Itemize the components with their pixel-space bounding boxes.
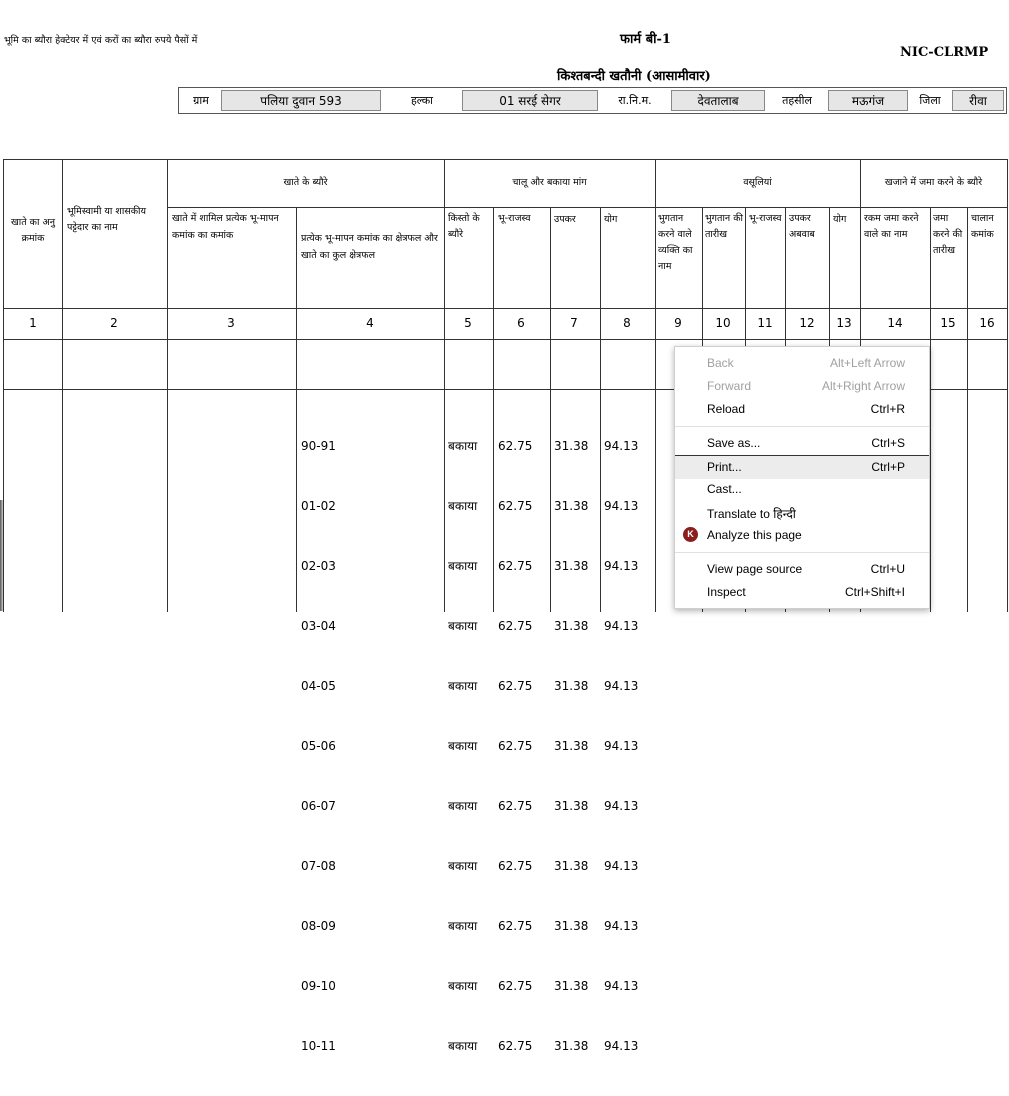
yog-cell: 94.13	[604, 439, 639, 453]
upkar-cell: 31.38	[554, 499, 589, 513]
yog-cell: 94.13	[604, 859, 639, 873]
location-bar	[178, 87, 1007, 114]
menu-item-label: Back	[707, 356, 734, 370]
tehsil-value: मऊगंज	[828, 90, 908, 111]
year-cell: 09-10	[301, 979, 336, 993]
menu-item-shortcut: Ctrl+R	[870, 402, 905, 416]
year-cell: 90-91	[301, 439, 336, 453]
year-cell: 03-04	[301, 619, 336, 633]
status-cell: बकाया	[448, 499, 478, 513]
context-menu	[674, 346, 930, 609]
header-col-16: चालान कमांक	[971, 213, 994, 240]
col-number: 12	[799, 316, 815, 330]
col-number: 15	[940, 316, 956, 330]
col-number: 13	[836, 316, 852, 330]
upkar-cell: 31.38	[554, 619, 589, 633]
year-cell: 06-07	[301, 799, 336, 813]
col-number: 1	[29, 316, 37, 330]
upkar-cell: 31.38	[554, 979, 589, 993]
menu-item-analyze[interactable]	[675, 524, 929, 547]
menu-item-label: Translate to हिन्दी	[707, 507, 796, 521]
units-note: भूमि का ब्यौरा हेक्टेयर में एवं करों का ब्यौरा रुपये पैसों में	[4, 35, 198, 46]
menu-item-shortcut: Ctrl+P	[871, 460, 905, 474]
status-cell: बकाया	[448, 679, 478, 693]
year-cell: 04-05	[301, 679, 336, 693]
yog-cell: 94.13	[604, 799, 639, 813]
menu-item-label: Analyze this page	[707, 528, 802, 542]
year-cell: 07-08	[301, 859, 336, 873]
year-cell: 02-03	[301, 559, 336, 573]
bhu-rajasv-cell: 62.75	[498, 979, 533, 993]
gram-label: ग्राम	[193, 94, 209, 107]
yog-cell: 94.13	[604, 739, 639, 753]
col-number: 6	[517, 316, 525, 330]
year-cell: 01-02	[301, 499, 336, 513]
halka-label: हल्का	[410, 94, 434, 107]
upkar-cell: 31.38	[554, 739, 589, 753]
upkar-column	[554, 396, 588, 1096]
header-col-5: किस्तो के ब्यौरे	[448, 213, 480, 240]
bhu-rajasv-cell: 62.75	[498, 679, 533, 693]
col-number: 8	[623, 316, 631, 330]
menu-item-print[interactable]	[675, 455, 929, 479]
col-number: 3	[227, 316, 235, 330]
status-cell: बकाया	[448, 799, 478, 813]
menu-item-shortcut: Alt+Right Arrow	[821, 379, 905, 393]
menu-separator	[675, 552, 929, 553]
menu-item-translate[interactable]	[675, 501, 929, 524]
menu-item-shortcut: Alt+Left Arrow	[829, 356, 905, 370]
yog-cell: 94.13	[604, 619, 639, 633]
bhu-rajasv-cell: 62.75	[498, 919, 533, 933]
group-vasuli: वसूलियां	[743, 177, 772, 188]
header-col-15: जमा करने की तारीख	[933, 213, 963, 256]
header-col-10: भुगतान की तारीख	[705, 213, 743, 240]
menu-item-save-as[interactable]	[675, 432, 929, 455]
yog-cell: 94.13	[604, 679, 639, 693]
col-number: 10	[715, 316, 731, 330]
menu-item-cast[interactable]	[675, 478, 929, 501]
header-col-3: खाते में शामिल प्रत्येक भू-मापन कमांक का कमांक	[172, 213, 279, 241]
group-mang: चालू और बकाया मांग	[512, 177, 587, 188]
menu-item-label: Inspect	[707, 585, 746, 599]
group-khazane: खजाने में जमा करने के ब्यौरे	[884, 177, 983, 188]
col-number: 2	[110, 316, 118, 330]
halka-value: 01 सरई सेगर	[462, 90, 598, 111]
status-cell: बकाया	[448, 1039, 478, 1053]
menu-item-shortcut: Ctrl+Shift+I	[844, 585, 905, 599]
col-number: 11	[757, 316, 773, 330]
upkar-cell: 31.38	[554, 679, 589, 693]
menu-item-label: Cast...	[707, 482, 742, 496]
zila-value: रीवा	[952, 90, 1004, 111]
status-cell: बकाया	[448, 859, 478, 873]
col-number: 5	[464, 316, 472, 330]
menu-item-label: View page source	[707, 562, 803, 576]
bhu-rajasv-cell: 62.75	[498, 439, 533, 453]
yog-cell: 94.13	[604, 499, 639, 513]
menu-item-label: Forward	[707, 379, 752, 393]
header-col-14: रकम जमा करने वाले का नाम	[864, 213, 919, 240]
header-col-9: भुगतान करने वाले व्यक्ति का नाम	[658, 213, 693, 272]
bhu-rajasv-cell: 62.75	[498, 799, 533, 813]
header-col-2: भूमिस्वामी या शासकीय पट्टेदार का नाम	[67, 206, 147, 233]
header-col-6: भू-राजस्व	[498, 213, 531, 224]
header-col-4: प्रत्येक भू-मापन कमांक का क्षेत्रफल और खाते का कुल क्षेत्रफल	[301, 233, 438, 261]
status-cell: बकाया	[448, 739, 478, 753]
col-number: 16	[979, 316, 995, 330]
yog-column	[604, 396, 638, 1096]
yog-cell: 94.13	[604, 1039, 639, 1053]
status-cell: बकाया	[448, 979, 478, 993]
menu-item-inspect[interactable]	[675, 581, 929, 604]
page-title: किश्तबन्दी खतौनी (आसामीवार)	[557, 69, 711, 84]
status-cell: बकाया	[448, 919, 478, 933]
menu-item-label: Print...	[707, 460, 742, 474]
yog-cell: 94.13	[604, 559, 639, 573]
yog-cell: 94.13	[604, 979, 639, 993]
bhu-rajasv-cell: 62.75	[498, 559, 533, 573]
upkar-cell: 31.38	[554, 439, 589, 453]
upkar-cell: 31.38	[554, 859, 589, 873]
status-cell: बकाया	[448, 439, 478, 453]
menu-item-forward[interactable]	[675, 375, 929, 398]
year-cell: 05-06	[301, 739, 336, 753]
upkar-cell: 31.38	[554, 1039, 589, 1053]
col-number: 7	[570, 316, 578, 330]
menu-item-label: Reload	[707, 402, 746, 416]
yog-cell: 94.13	[604, 919, 639, 933]
menu-item-view-source[interactable]	[675, 558, 929, 581]
bhu-rajasv-cell: 62.75	[498, 739, 533, 753]
col-number: 9	[674, 316, 682, 330]
bhu-rajasv-column	[498, 396, 532, 1096]
group-khate: खाते के ब्यौरे	[283, 177, 328, 188]
bhu-rajasv-cell: 62.75	[498, 499, 533, 513]
tehsil-label: तहसील	[782, 94, 812, 107]
upkar-cell: 31.38	[554, 799, 589, 813]
header-col-12: उपकर अबवाब	[789, 213, 815, 240]
menu-separator	[675, 426, 929, 427]
header-col-8: योग	[604, 214, 618, 225]
header-col-7: उपकर	[554, 214, 576, 225]
col-number: 14	[887, 316, 903, 330]
status-cell: बकाया	[448, 619, 478, 633]
nic-code: NIC-CLRMP	[900, 45, 989, 60]
header-col-1: खाते का अनु क्रमांक	[11, 217, 55, 244]
col-number: 4	[366, 316, 374, 330]
header-col-13: योग	[833, 214, 847, 225]
bhu-rajasv-cell: 62.75	[498, 1039, 533, 1053]
menu-item-shortcut: Ctrl+S	[871, 436, 905, 450]
status-column	[448, 396, 477, 1096]
header-col-11: भू-राजस्व	[749, 213, 782, 224]
menu-item-reload[interactable]	[675, 398, 929, 421]
menu-item-shortcut: Ctrl+U	[870, 562, 905, 576]
gram-value: पलिया दुवान 593	[221, 90, 381, 111]
year-cell: 10-11	[301, 1039, 336, 1053]
rinim-value: देवतालाब	[671, 90, 765, 111]
year-cell: 08-09	[301, 919, 336, 933]
extension-k-icon: K	[683, 527, 698, 542]
bhu-rajasv-cell: 62.75	[498, 859, 533, 873]
form-title: फार्म बी-1	[620, 32, 671, 47]
upkar-cell: 31.38	[554, 559, 589, 573]
upkar-cell: 31.38	[554, 919, 589, 933]
year-column	[301, 396, 336, 1096]
window-edge	[0, 500, 3, 611]
rinim-label: रा.नि.म.	[618, 94, 652, 107]
menu-item-back[interactable]	[675, 352, 929, 375]
menu-item-label: Save as...	[707, 436, 761, 450]
bhu-rajasv-cell: 62.75	[498, 619, 533, 633]
zila-label: जिला	[919, 94, 941, 107]
status-cell: बकाया	[448, 559, 478, 573]
